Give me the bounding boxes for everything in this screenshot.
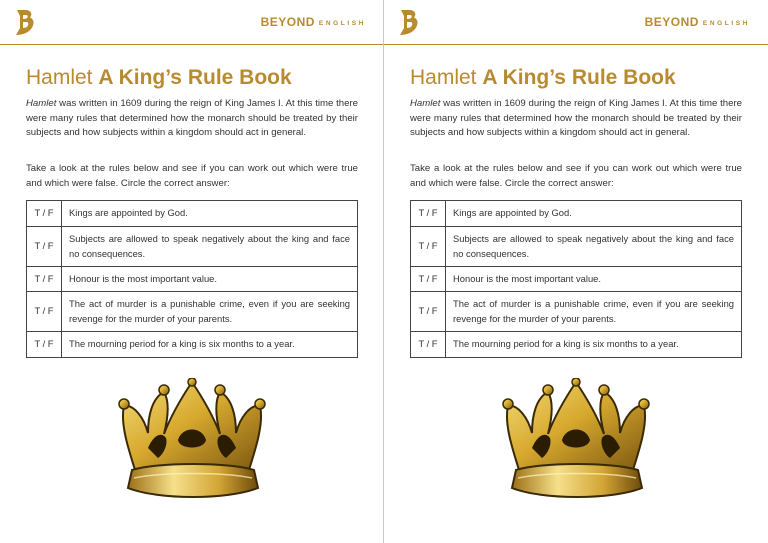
table-row [411, 332, 742, 358]
table-row [27, 201, 358, 227]
header-rule [0, 44, 384, 45]
true-false-answer[interactable]: T / F [27, 227, 62, 267]
table-row [411, 292, 742, 332]
page-title [26, 66, 292, 90]
brand-wordmark [261, 15, 366, 29]
brand-name: BEYOND [644, 15, 699, 29]
header-rule [384, 44, 768, 45]
true-false-answer[interactable]: T / F [411, 292, 446, 332]
instruction-paragraph: Take a look at the rules below and see if you can work out which were true and which were false. Circle the correct answer: [26, 163, 358, 189]
title-plain: Hamlet [26, 66, 93, 89]
true-false-answer[interactable]: T / F [411, 332, 446, 358]
worksheet-page-right [384, 0, 768, 543]
beyond-logo-icon [14, 8, 36, 36]
table-row [411, 227, 742, 267]
true-false-answer[interactable]: T / F [411, 267, 446, 292]
rule-statement: Subjects are allowed to speak negatively about the king and face no consequences. [62, 227, 358, 267]
rule-statement: Honour is the most important value. [62, 267, 358, 292]
true-false-answer[interactable]: T / F [27, 201, 62, 227]
brand-sub: ENGLISH [702, 20, 750, 27]
rule-statement: The mourning period for a king is six months to a year. [62, 332, 358, 358]
true-false-answer[interactable]: T / F [27, 292, 62, 332]
rule-statement: Subjects are allowed to speak negatively about the king and face no consequences. [446, 227, 742, 267]
intro-paragraph [410, 97, 742, 141]
table-row [27, 292, 358, 332]
intro-text: was written in 1609 during the reign of King James I. At this time there were many rules that determined how the monarch should be treated by their subjects and how subjects within a kingdom should act in general. [26, 98, 358, 138]
rules-table [410, 200, 742, 358]
rule-statement: The act of murder is a punishable crime, even if you are seeking revenge for the murder of your parents. [446, 292, 742, 332]
intro-italic: Hamlet [410, 98, 441, 109]
table-row [27, 227, 358, 267]
intro-italic: Hamlet [26, 98, 57, 109]
true-false-answer[interactable]: T / F [411, 227, 446, 267]
instruction-paragraph: Take a look at the rules below and see if you can work out which were true and which were false. Circle the correct answer: [410, 163, 742, 189]
intro-text: was written in 1609 during the reign of King James I. At this time there were many rules that determined how the monarch should be treated by their subjects and how subjects within a kingdom should act in general. [410, 98, 742, 138]
crown-icon [502, 378, 652, 503]
true-false-answer[interactable]: T / F [27, 267, 62, 292]
table-row [411, 267, 742, 292]
rule-statement: The mourning period for a king is six months to a year. [446, 332, 742, 358]
rule-statement: Kings are appointed by God. [62, 201, 358, 227]
beyond-logo-icon [398, 8, 420, 36]
true-false-answer[interactable]: T / F [27, 332, 62, 358]
crown-icon [118, 378, 268, 503]
table-row [27, 267, 358, 292]
table-row [411, 201, 742, 227]
intro-paragraph [26, 97, 358, 141]
rule-statement: The act of murder is a punishable crime, even if you are seeking revenge for the murder of your parents. [62, 292, 358, 332]
rules-table [26, 200, 358, 358]
title-bold: A King’s Rule Book [482, 66, 676, 89]
title-bold: A King’s Rule Book [98, 66, 292, 89]
page-title [410, 66, 676, 90]
table-row [27, 332, 358, 358]
rule-statement: Honour is the most important value. [446, 267, 742, 292]
brand-name: BEYOND [260, 15, 315, 29]
brand-sub: ENGLISH [318, 20, 366, 27]
true-false-answer[interactable]: T / F [411, 201, 446, 227]
title-plain: Hamlet [410, 66, 477, 89]
rule-statement: Kings are appointed by God. [446, 201, 742, 227]
brand-wordmark [645, 15, 750, 29]
